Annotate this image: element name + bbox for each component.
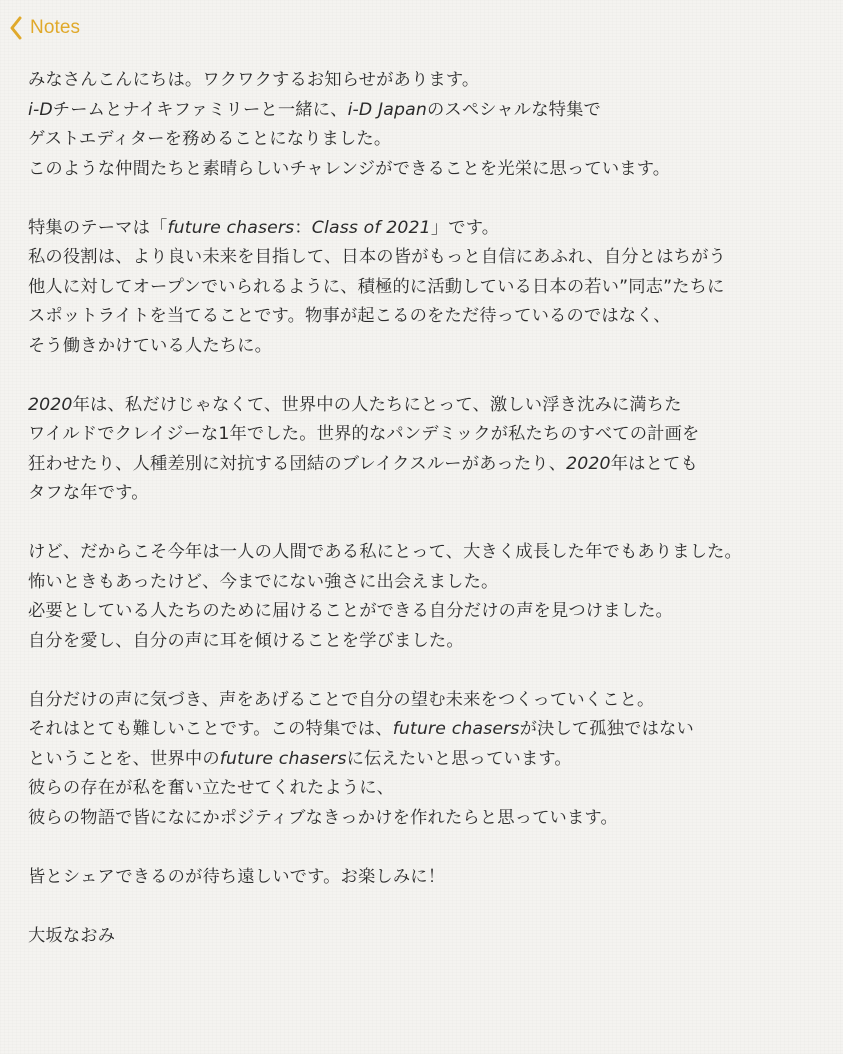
note-blank-line bbox=[28, 361, 828, 391]
navigation-bar bbox=[0, 0, 843, 56]
note-line: 怖いときもあったけど、今までにない強さに出会えました。 bbox=[28, 571, 499, 592]
note-line: 皆とシェアできるのが待ち遠しいです。お楽しみに！ bbox=[28, 866, 446, 887]
note-blank-line bbox=[28, 892, 828, 922]
note-blank-line bbox=[28, 509, 828, 539]
note-line: 自分を愛し、自分の声に耳を傾けることを学びました。 bbox=[28, 630, 464, 651]
back-label: Notes bbox=[30, 17, 81, 38]
note-blank-line bbox=[28, 184, 828, 214]
note-line: 2020年は、私だけじゃなくて、世界中の人たちにとって、激しい浮き沈みに満ちた bbox=[28, 394, 682, 415]
note-blank-line bbox=[28, 833, 828, 863]
note-line: タフな年です。 bbox=[28, 483, 149, 503]
back-to-notes-button[interactable] bbox=[6, 12, 80, 44]
note-line: 大坂なおみ bbox=[28, 925, 116, 946]
note-line: このような仲間たちと素晴らしいチャレンジができることを光栄に思っています。 bbox=[28, 158, 671, 179]
note-line: 特集のテーマは「future chasers：Class of 2021」です。 bbox=[28, 217, 500, 238]
note-line: 私の役割は、より良い未来を目指して、日本の皆がもっと自信にあふれ、自分とはちがう bbox=[28, 247, 726, 267]
note-line: 狂わせたり、人種差別に対抗する団結のブレイクスルーがあったり、2020年はとても bbox=[28, 453, 698, 474]
note-line: 自分だけの声に気づき、声をあげることで自分の望む未来をつくっていくこと。 bbox=[28, 689, 655, 710]
note-line: 他人に対してオープンでいられるように、積極的に活動している日本の若い”同志”たちに bbox=[28, 276, 725, 297]
note-line: スポットライトを当てることです。物事が起こるのをただ待っているのではなく、 bbox=[28, 306, 671, 326]
note-line: 必要としている人たちのために届けることができる自分だけの声を見つけました。 bbox=[28, 601, 673, 621]
note-line: ワイルドでクレイジーな1年でした。世界的なパンデミックが私たちのすべての計画を bbox=[28, 424, 700, 444]
note-line: そう働きかけている人たちに。 bbox=[28, 335, 273, 356]
note-line: 彼らの存在が私を奮い立たせてくれたように、 bbox=[28, 778, 395, 798]
note-line: ということを、世界中のfuture chasersに伝えたいと思っています。 bbox=[28, 748, 572, 769]
chevron-left-icon bbox=[6, 15, 26, 41]
note-line: i-Dチームとナイキファミリーと一緒に、i-D Japanのスペシャルな特集で bbox=[28, 99, 601, 120]
note-line: ゲストエディターを務めることになりました。 bbox=[28, 129, 392, 149]
note-body[interactable] bbox=[28, 66, 828, 951]
note-line: みなさんこんにちは。ワクワクするお知らせがあります。 bbox=[28, 70, 480, 90]
note-blank-line bbox=[28, 656, 828, 686]
note-line: 彼らの物語で皆になにかポジティブなきっかけを作れたらと思っています。 bbox=[28, 807, 618, 828]
note-line: けど、だからこそ今年は一人の人間である私にとって、大きく成長した年でもありました。 bbox=[28, 542, 742, 562]
note-line: それはとても難しいことです。この特集では、future chasersが決して孤独ではない bbox=[28, 719, 694, 739]
